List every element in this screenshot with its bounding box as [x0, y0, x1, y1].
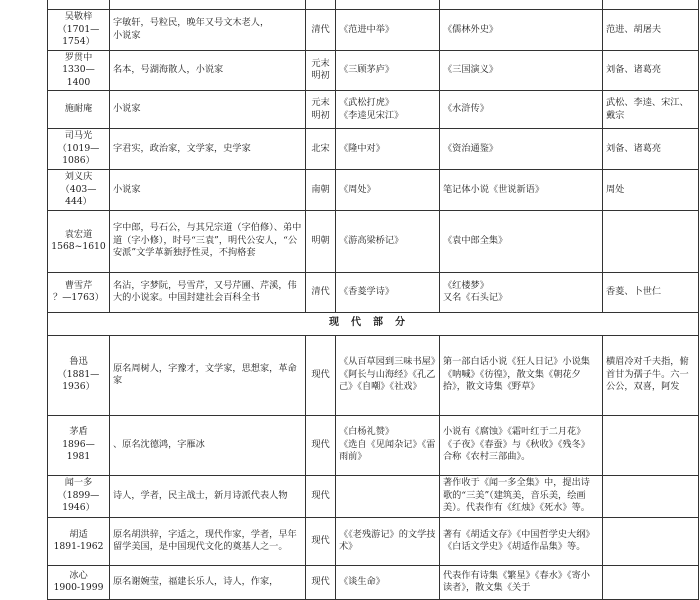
author-era: 元末 明初 [306, 50, 336, 91]
characters [603, 565, 699, 599]
author-name [48, 0, 110, 10]
selected-works: 《谈生命》 [336, 565, 440, 599]
author-era: 元末 明初 [306, 91, 336, 129]
other-works: 代表作有诗集《繁星》《春水》《寄小读者》，散文集《关于 [440, 565, 603, 599]
other-works: 《资治通鉴》 [440, 129, 603, 170]
characters [603, 0, 699, 10]
author-era: 北宋 [306, 129, 336, 170]
table-row [48, 475, 699, 517]
table-row [48, 210, 699, 272]
table-row [48, 335, 699, 415]
author-info: 诗人，学者，民主战士，新月诗派代表人物 [110, 475, 306, 517]
selected-works: 《《老残游记》的文学技术》 [336, 517, 440, 565]
characters [603, 475, 699, 517]
characters: 武松、李逵、宋江、 戴宗 [603, 91, 699, 129]
author-era: 现代 [306, 565, 336, 599]
other-works [440, 0, 603, 10]
selected-works: 《周处》 [336, 170, 440, 211]
table-row [48, 10, 699, 51]
other-works: 著作收于《闻一多全集》中，提出诗歌的“三美”（建筑美，音乐美，绘画美）。代表作有《红烛》《死水》等。 [440, 475, 603, 517]
selected-works: 《三顾茅庐》 [336, 50, 440, 91]
author-name: 刘义庆 （403—444） [48, 170, 110, 211]
author-info [110, 0, 306, 10]
author-name: 吴敬梓 （1701— 1754） [48, 10, 110, 51]
table-row [48, 517, 699, 565]
author-name: 胡适 1891-1962 [48, 517, 110, 565]
table-row [48, 272, 699, 312]
other-works: 《红楼梦》 又名《石头记》 [440, 272, 603, 312]
author-name: 施耐庵 [48, 91, 110, 129]
author-name: 袁宏道 1568~1610 [48, 210, 110, 272]
other-works: 《三国演义》 [440, 50, 603, 91]
selected-works: 《武松打虎》 《李逵见宋江》 [336, 91, 440, 129]
table-row [48, 50, 699, 91]
author-era: 清代 [306, 272, 336, 312]
section-title: 现代部分 [48, 312, 699, 335]
characters: 刘备、诸葛亮 [603, 129, 699, 170]
author-era: 明朝 [306, 210, 336, 272]
other-works: 第一部白话小说《狂人日记》小说集《呐喊》《彷徨》，散文集《朝花夕拾》，散文诗集《野草》 [440, 335, 603, 415]
author-name: 司马光 （1019— 1086） [48, 129, 110, 170]
author-info: 、原名沈德鸿，字雁冰 [110, 415, 306, 475]
author-era: 现代 [306, 475, 336, 517]
selected-works: 《香菱学诗》 [336, 272, 440, 312]
author-info: 字中郎，号石公，与其兄宗道（字伯修）、弟中道（字小修），时号“三袁”，明代公安人，“公安派”文学革新独抒性灵，不拘格套 [110, 210, 306, 272]
author-era [306, 0, 336, 10]
other-works: 《袁中郎全集》 [440, 210, 603, 272]
characters [603, 415, 699, 475]
author-info: 名本，号湖海散人，小说家 [110, 50, 306, 91]
author-name: 鲁迅 （1881— 1936） [48, 335, 110, 415]
characters: 横眉冷对千夫指，俯首甘为孺子牛。六一公公，双喜，阿发 [603, 335, 699, 415]
author-era: 现代 [306, 415, 336, 475]
author-info: 原名周树人，字豫才，文学家，思想家，革命家 [110, 335, 306, 415]
author-info: 小说家 [110, 91, 306, 129]
author-info: 小说家 [110, 170, 306, 211]
author-name: 罗贯中 1330—1400 [48, 50, 110, 91]
author-info: 字君实，政治家，文学家，史学家 [110, 129, 306, 170]
selected-works: 《从百草园到三味书屋》《阿长与山海经》《孔乙己》《自嘲》《社戏》 [336, 335, 440, 415]
characters [603, 517, 699, 565]
table-row [48, 415, 699, 475]
characters: 范进、胡屠夫 [603, 10, 699, 51]
characters: 香菱、卜世仁 [603, 272, 699, 312]
characters [603, 210, 699, 272]
author-name: 冰心 1900-1999 [48, 565, 110, 599]
other-works: 著有《胡适文存》《中国哲学史大纲》《白话文学史》《胡适作品集》等。 [440, 517, 603, 565]
author-era: 清代 [306, 10, 336, 51]
other-works: 《水浒传》 [440, 91, 603, 129]
other-works: 《儒林外史》 [440, 10, 603, 51]
author-name: 曹雪芹 ？—1763） [48, 272, 110, 312]
selected-works: 《游高梁桥记》 [336, 210, 440, 272]
selected-works: 《范进中举》 [336, 10, 440, 51]
characters: 刘备、诸葛亮 [603, 50, 699, 91]
author-era: 现代 [306, 335, 336, 415]
authors-table [47, 0, 699, 600]
other-works: 笔记体小说《世说新语》 [440, 170, 603, 211]
author-name: 茅盾 1896—1981 [48, 415, 110, 475]
table-row [48, 170, 699, 211]
author-info: 名沾，字梦阮，号雪芹，又号芹圃、芹溪，伟大的小说家。中国封建社会百科全书 [110, 272, 306, 312]
selected-works: 《隆中对》 [336, 129, 440, 170]
author-era: 南朝 [306, 170, 336, 211]
author-info: 原名胡洪骍，字适之，现代作家，学者，早年留学美国，是中国现代文化的奠基人之一。 [110, 517, 306, 565]
author-info: 字敏轩，号粒民，晚年又号文木老人， 小说家 [110, 10, 306, 51]
author-name: 闻一多 （1899— 1946） [48, 475, 110, 517]
table-row [48, 565, 699, 599]
author-info: 原名谢婉莹，福建长乐人，诗人，作家， [110, 565, 306, 599]
selected-works [336, 475, 440, 517]
table-row [48, 0, 699, 10]
characters: 周处 [603, 170, 699, 211]
table-row [48, 129, 699, 170]
selected-works: 《白杨礼赞》 《选自《见闻杂记》《雷雨前》 [336, 415, 440, 475]
table-row [48, 91, 699, 129]
other-works: 小说有《腐蚀》《霜叶红于二月花》《子夜》《春蚕》与《秋收》《残冬》合称《农村三部曲》。 [440, 415, 603, 475]
author-era: 现代 [306, 517, 336, 565]
selected-works [336, 0, 440, 10]
section-header-row [48, 312, 699, 335]
